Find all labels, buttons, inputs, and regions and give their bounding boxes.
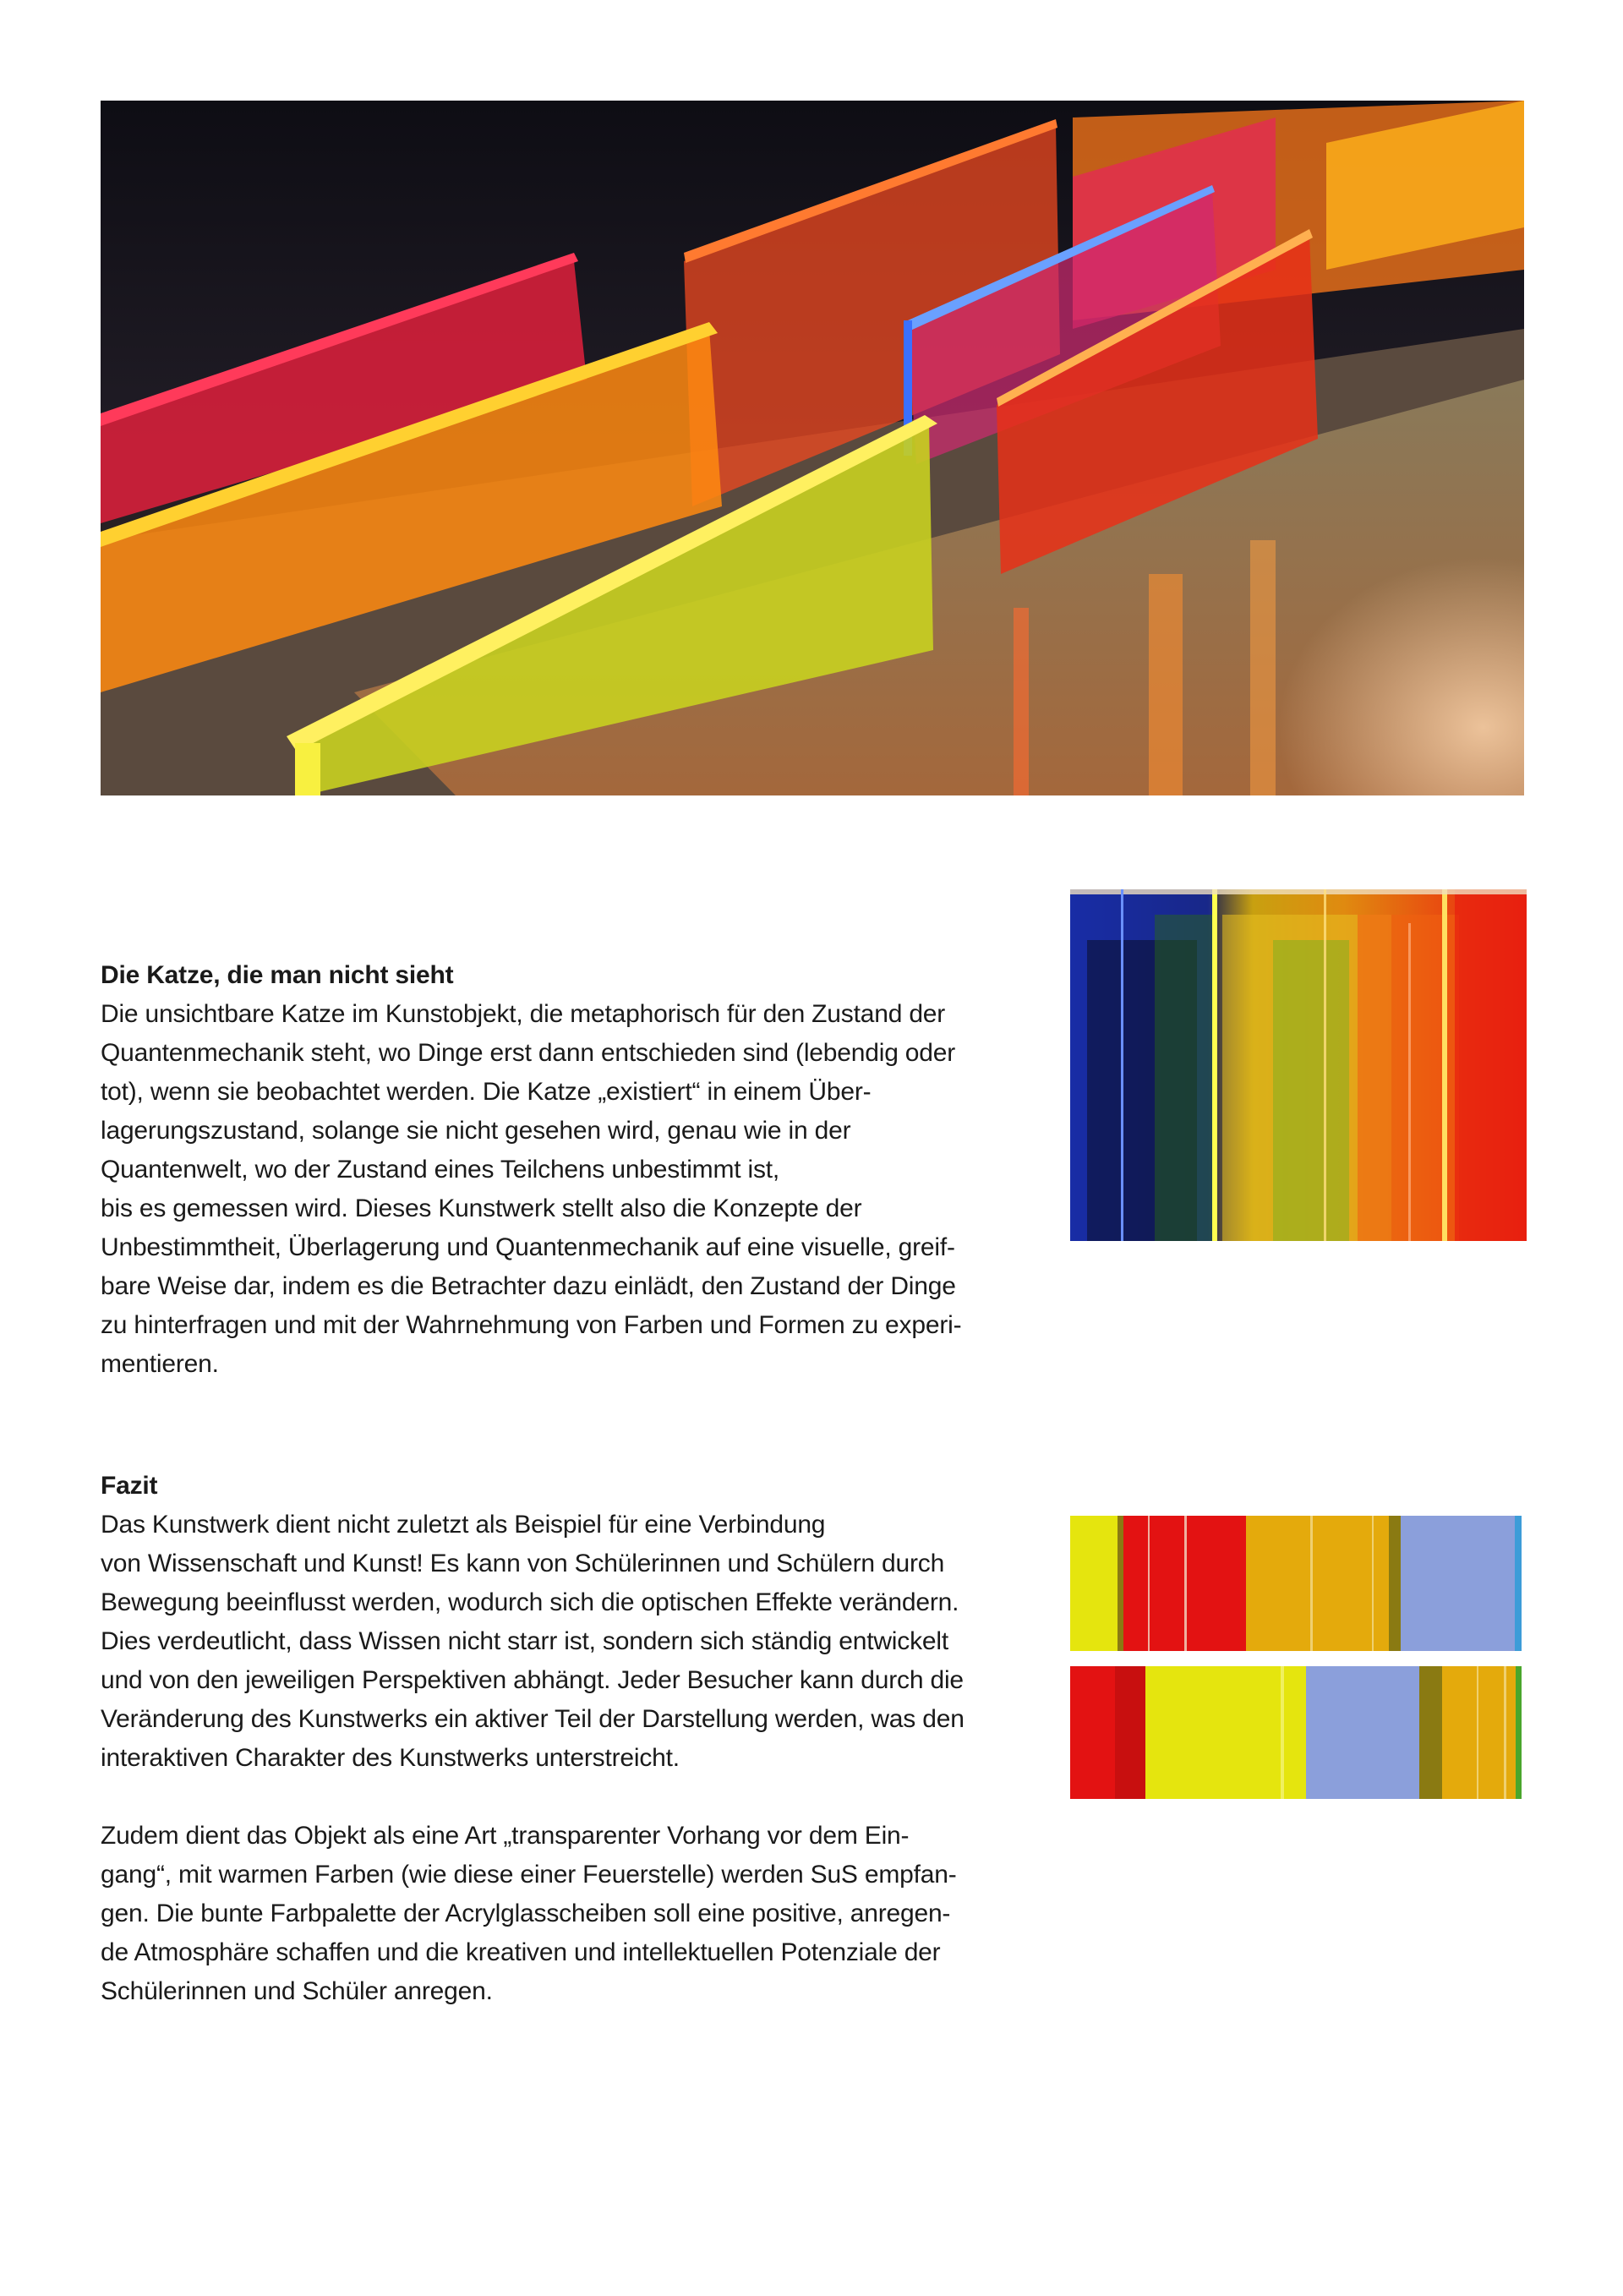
- section-katze: [101, 956, 1030, 1384]
- section-body: Die unsichtbare Katze im Kunstobjekt, die metaphorisch für den Zustand der Quantenmechanik steht, wo Dinge erst dann entschieden sind (lebendig oder tot), wenn sie beobachtet werden. Die Katze „existiert“ in einem Über- lagerungszustand, solange sie nicht gesehen wird, genau wie in der Quantenwelt, wo der Zustand eines Teilchens unbestimmt ist, bis es gemessen wird. Dieses Kunstwerk stellt also die Konzepte der Unbestimmtheit, Überlagerung und Quantenmechanik auf eine visuelle, greif- bare Weise dar, indem es die Betrachter dazu einlädt, den Zustand der Dinge zu hinterfragen und mit der Wahrnehmung von Farben und Formen zu experi- mentieren.: [101, 1000, 962, 1378]
- color-palette-strip-1: [1070, 1516, 1522, 1651]
- color-segment: [1118, 1516, 1123, 1651]
- color-segment: [1313, 1516, 1372, 1651]
- color-segment: [1374, 1516, 1389, 1651]
- section-fazit: [101, 1467, 1030, 2011]
- acrylic-glass-panels-icon: [101, 101, 1524, 795]
- color-segment: [1401, 1516, 1515, 1651]
- color-segment: [1506, 1666, 1516, 1799]
- section-body-2: Zudem dient das Objekt als eine Art „transparenter Vorhang vor dem Ein- gang“, mit warmen Farben (wie diese einer Feuerstelle) werden SuS empfan- gen. Die bunte Farbpalette der Acrylglasscheiben soll eine positive, anregen- de Atmosphäre schaffen und die kreativen und intellektuellen Potenziale der Schülerinnen und Schüler anregen.: [101, 1822, 957, 2005]
- color-segment: [1419, 1666, 1442, 1799]
- section-heading: Fazit: [101, 1472, 158, 1500]
- color-segment: [1442, 1666, 1478, 1799]
- color-segment: [1150, 1516, 1184, 1651]
- color-segment: [1187, 1516, 1246, 1651]
- hero-photo: [101, 101, 1524, 795]
- color-segment: [1389, 1516, 1402, 1651]
- color-segment: [1478, 1666, 1504, 1799]
- section-body-1: Das Kunstwerk dient nicht zuletzt als Beispiel für eine Verbindung von Wissenschaft und Kunst! Es kann von Schülerinnen und Schülern durch Bewegung beeinflusst werden, wodurch sich die optischen Effekte verändern. Dies verdeutlicht, dass Wissen nicht starr ist, sondern sich ständig entwickelt und von den jeweiligen Perspektiven abhängt. Jeder Besucher kann durch die Veränderung des Kunstwerks ein aktiver Teil der Darstellung werden, was den interaktiven Charakter des Kunstwerks unterstreicht.: [101, 1511, 965, 1772]
- color-segment: [1070, 1516, 1118, 1651]
- color-segment: [1246, 1516, 1310, 1651]
- color-palette-strip-2: [1070, 1666, 1522, 1799]
- color-segment: [1516, 1666, 1522, 1799]
- acrylic-glass-closeup-icon: [1070, 889, 1527, 1241]
- color-segment: [1123, 1516, 1148, 1651]
- color-segment: [1515, 1516, 1522, 1651]
- color-segment: [1306, 1666, 1419, 1799]
- color-segment: [1115, 1666, 1145, 1799]
- color-segment: [1284, 1666, 1307, 1799]
- thumbnail-photo: [1070, 889, 1527, 1241]
- color-segment: [1070, 1666, 1115, 1799]
- section-heading: Die Katze, die man nicht sieht: [101, 961, 454, 989]
- color-segment: [1145, 1666, 1281, 1799]
